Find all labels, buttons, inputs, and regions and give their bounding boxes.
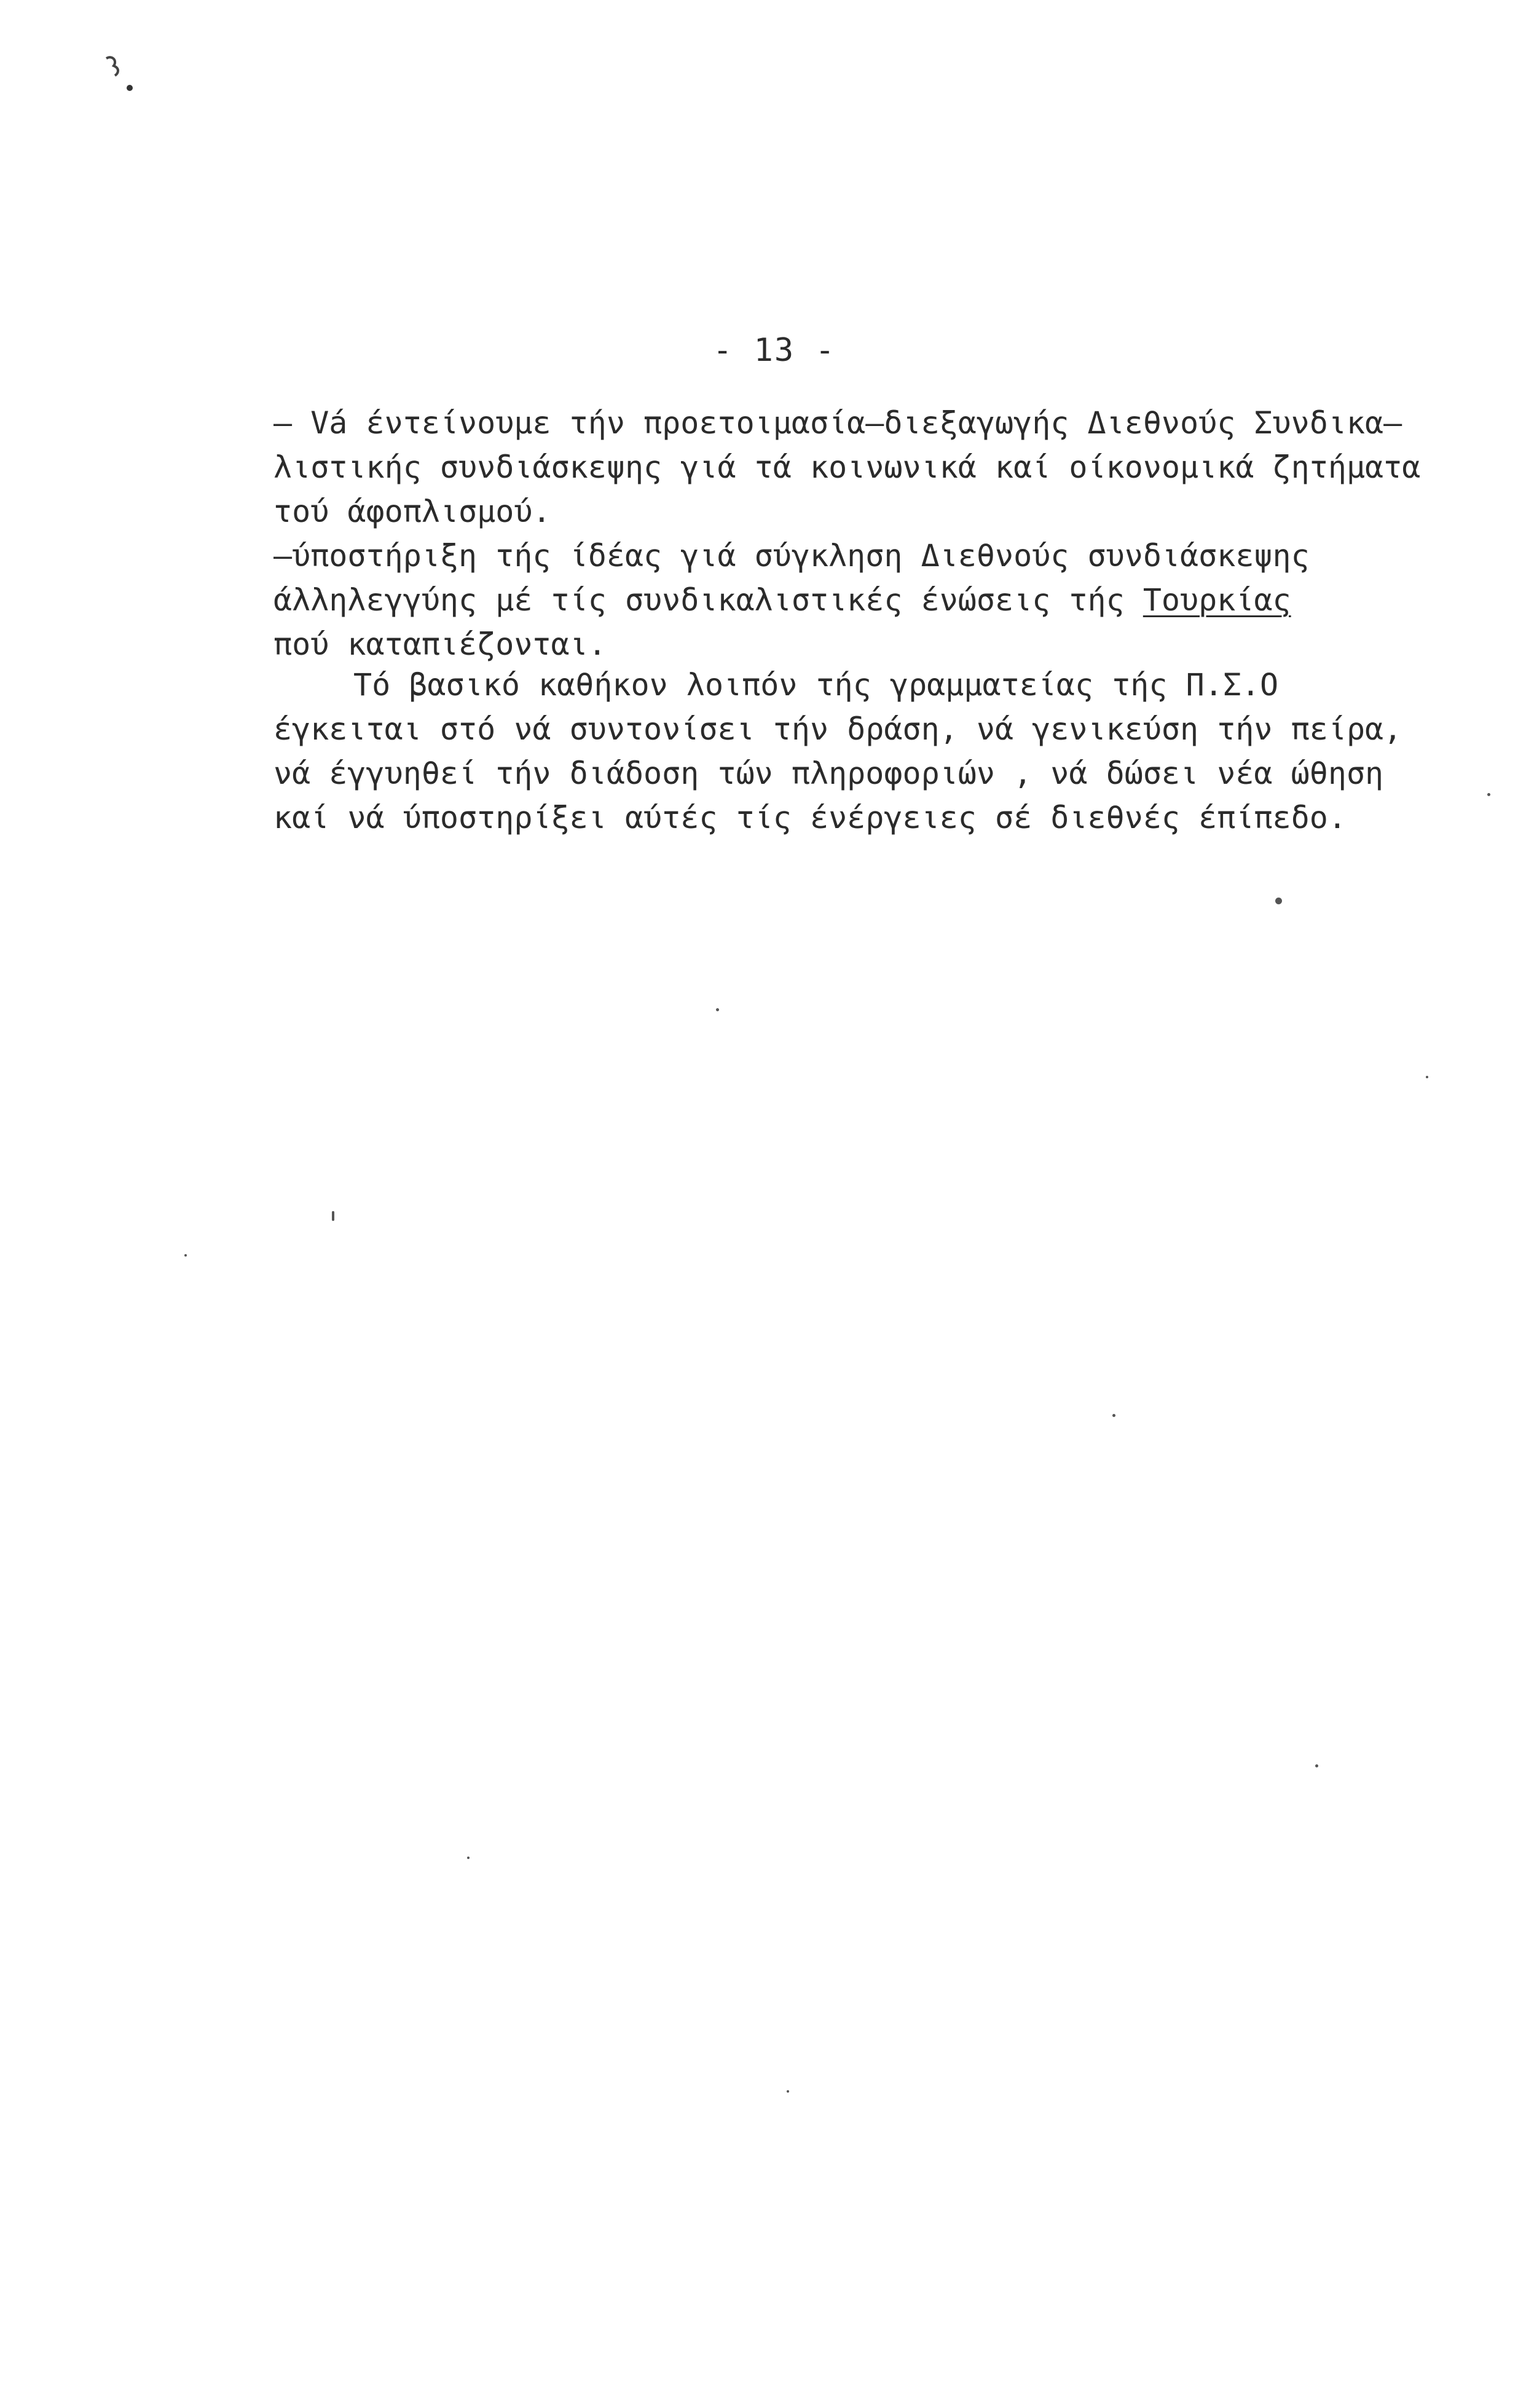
scan-speck (1426, 1076, 1428, 1078)
scan-speck (787, 2090, 789, 2093)
text-line: – Vá έντείνουμε τήν προετοιμασία–διεξαγωγής Διεθνούς Συνδικα– (273, 405, 1402, 441)
scan-speck (467, 1857, 470, 1859)
paragraph-disarmament-conference (273, 401, 1478, 534)
text-line: νά έγγυηθεί τήν διάδοση τών πληροφοριών , νά δώσει νέα ώθηση (273, 756, 1384, 791)
scan-speck (332, 1211, 334, 1221)
underlined-word-turkey: Τουρκίας (1142, 582, 1291, 618)
text-line: –ύποστήριξη τής ίδέας γιά σύγκληση Διεθνούς συνδιάσκεψης (273, 538, 1310, 574)
text-line: Τό βασικό καθήκον λοιπόν τής γραμματείας τής Π.Σ.Ο (353, 667, 1279, 703)
scan-speck (1315, 1764, 1318, 1767)
text-line: τού άφοπλισμού. (273, 494, 551, 529)
text-line: έγκειται στό νά συντονίσει τήν δράση, νά γενικεύση τήν πείρα, (273, 711, 1402, 747)
text-line-start: άλληλεγγύης μέ τίς συνδικαλιστικές ένώσεις τής (273, 582, 1125, 618)
scan-speck (716, 1008, 719, 1011)
text-line: λιστικής συνδιάσκεψης γιά τά κοινωνικά καί οίκονομικά ζητήματα (273, 449, 1421, 485)
paragraph-solidarity-conference (273, 534, 1478, 666)
ink-smudge-icon (101, 52, 138, 95)
scan-speck (1112, 1414, 1115, 1417)
scan-speck (1487, 793, 1490, 796)
paragraph-secretariat-duty (273, 663, 1478, 840)
text-line: καί νά ύποστηρίξει αύτές τίς ένέργειες σέ διεθνές έπίπεδο. (273, 800, 1347, 835)
page-number: - 13 - (713, 332, 836, 369)
scan-speck (1275, 898, 1282, 904)
scan-speck (184, 1254, 187, 1257)
text-line: πού καταπιέζονται. (273, 626, 607, 662)
text-line (273, 578, 1478, 622)
